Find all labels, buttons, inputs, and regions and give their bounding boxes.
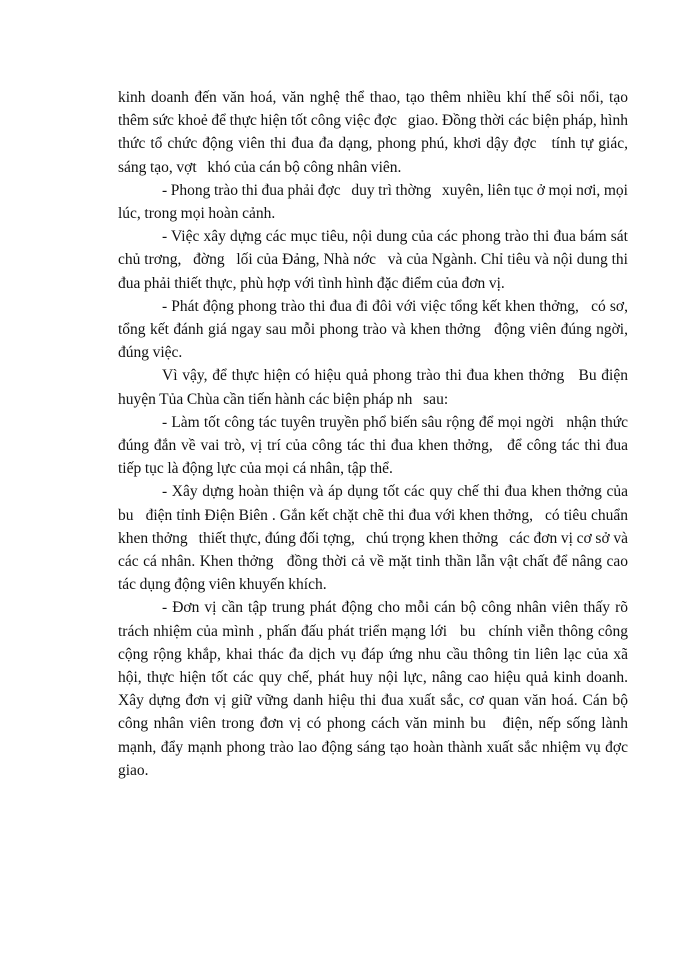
document-body [118, 86, 639, 782]
paragraph-continuation: kinh doanh đến văn hoá, văn nghệ thể thao, tạo thêm nhiều khí thế sôi nổi, tạo thêm sức khoẻ để thực hiện tốt công việc đợc giao. Đồng thời các biện pháp, hình thức tổ chức động viên thi đua đa dạng, phong phú, khơi dậy đợc tính tự giác, sáng tạo, vợt khó của cán bộ công nhân viên. [118, 89, 632, 176]
paragraph-bullet-launch: - Phát động phong trào thi đua đi đôi với việc tổng kết khen thởng, có sơ, tổng kết đánh giá ngay sau mỗi phong trào và khen thởng động viên đúng ngời, đúng việc. [118, 297, 639, 362]
paragraph-bullet-maintain: - Phong trào thi đua phải đợc duy trì thờng xuyên, liên tục ở mọi nơi, mọi lúc, trong mọi hoàn cảnh. [118, 181, 632, 223]
paragraph-therefore: Vì vậy, để thực hiện có hiệu quả phong trào thi đua khen thởng Bu điện huyện Tủa Chùa cần tiến hành các biện pháp nh sau: [118, 367, 632, 408]
paragraph-bullet-propaganda: - Làm tốt công tác tuyên truyền phổ biến sâu rộng để mọi ngời nhận thức đúng đắn về vai trò, vị trí của công tác thi đua khen thởng, để công tác thi đua tiếp tục là động lực của mọi cá nhân, tập thể. [118, 413, 632, 478]
paragraph-bullet-goals: - Việc xây dựng các mục tiêu, nội dung của các phong trào thi đua bám sát chủ trơng, đờng lối của Đảng, Nhà nớc và của Ngành. Chỉ tiêu và nội dung thi đua phải thiết thực, phù hợp với tình hình đặc điểm của đơn vị. [118, 228, 632, 292]
paragraph-bullet-unit-focus: - Đơn vị cần tập trung phát động cho mỗi cán bộ công nhân viên thấy rõ trách nhiệm của mình , phấn đấu phát triển mạng lới bu chính viễn thông công cộng rộng khắp, khai thác đa dịch vụ đáp ứng nhu cầu thông tin liên lạc của xã hội, thực hiện tốt các quy chế, phát huy nội lực, nâng cao hiệu quả kinh doanh. Xây dựng đơn vị giữ vững danh hiệu thi đua xuất sắc, cơ quan văn hoá. Cán bộ công nhân viên trong đơn vị có phong cách văn minh bu điện, nếp sống lành mạnh, đẩy mạnh phong trào lao động sáng tạo hoàn thành xuất sắc nhiệm vụ đợc giao. [118, 599, 639, 779]
paragraph-bullet-regulations: - Xây dựng hoàn thiện và áp dụng tốt các quy chế thi đua khen thởng của bu điện tỉnh Điện Biên . Gắn kết chặt chẽ thi đua với khen thởng, có tiêu chuẩn khen thởng thiết thực, đúng đối tợng, chú trọng khen thởng các đơn vị cơ sở và các cá nhân. Khen thởng đồng thời cả về mặt tinh thần lẫn vật chất để nâng cao tác dụng động viên khuyến khích. [118, 483, 632, 594]
